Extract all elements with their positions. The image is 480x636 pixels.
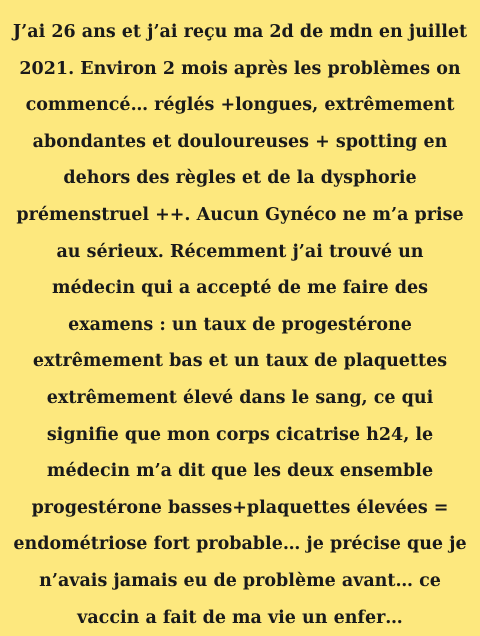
testimony-line: abondantes et douloureuses + spotting en: [10, 124, 470, 161]
testimony-line: 2021. Environ 2 mois après les problèmes on: [10, 51, 470, 88]
testimony-line: J’ai 26 ans et j’ai reçu ma 2d de mdn en juillet: [10, 14, 470, 51]
testimony-line: vaccin a fait de ma vie un enfer…: [10, 600, 470, 636]
testimony-line: endométriose fort probable… je précise que je: [10, 526, 470, 563]
testimony-line: extrêmement bas et un taux de plaquettes: [10, 343, 470, 380]
testimony-line: examens : un taux de progestérone: [10, 307, 470, 344]
testimony-line: commencé… réglés +longues, extrêmement: [10, 87, 470, 124]
testimony-line: dehors des règles et de la dysphorie: [10, 160, 470, 197]
testimony-line: progestérone basses+plaquettes élevées =: [10, 490, 470, 527]
testimony-line: prémenstruel ++. Aucun Gynéco ne m’a prise: [10, 197, 470, 234]
testimony-line: au sérieux. Récemment j’ai trouvé un: [10, 234, 470, 271]
testimony-line: n’avais jamais eu de problème avant… ce: [10, 563, 470, 600]
testimony-text: [10, 14, 470, 636]
testimony-line: extrêmement élevé dans le sang, ce qui: [10, 380, 470, 417]
testimony-line: médecin qui a accepté de me faire des: [10, 270, 470, 307]
testimony-line: médecin m’a dit que les deux ensemble: [10, 453, 470, 490]
testimony-line: signifie que mon corps cicatrise h24, le: [10, 417, 470, 454]
